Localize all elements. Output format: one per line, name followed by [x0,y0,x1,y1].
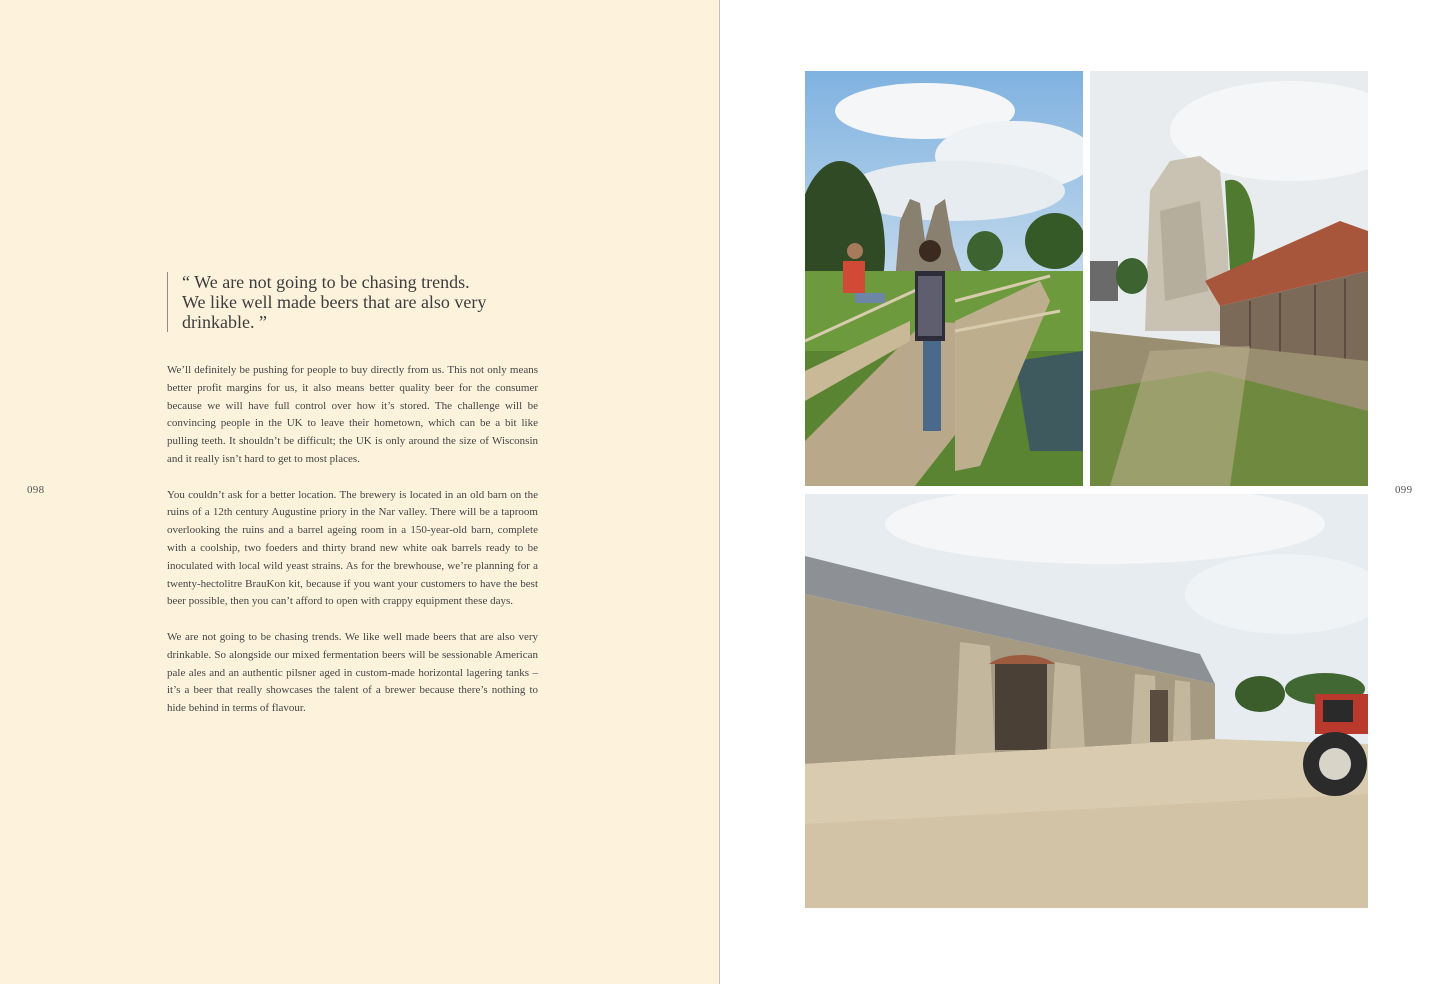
article-body [167,362,538,736]
pull-quote-line: drinkable. ” [182,312,267,332]
photo-footbridge [805,71,1083,486]
pull-quote-line: We like well made beers that are also very [182,292,487,312]
right-page [720,0,1440,984]
page-number: 098 [27,484,45,496]
pull-quote-line: “ We are not going to be chasing trends. [182,272,470,292]
photo-stone-barn [805,494,1368,908]
paragraph: We’ll definitely be pushing for people to buy directly from us. This not only means better profit margins for us, it also means better quality beer for the consumer because we will have full control over how it’s stored. The challenge will be convincing people in the UK to leave their hometown, which can be a bit like pulling teeth. It shouldn’t be difficult; the UK is only around the size of Wisconsin and it really isn’t hard to get to most places. [167,364,538,465]
page-number: 099 [1395,484,1413,496]
photo-ruined-tower [1090,71,1368,486]
paragraph: You couldn’t ask for a better location. The brewery is located in an old barn on the ruins of a 12th century Augustine priory in the Nar valley. There will be a taproom overlooking the ruins and a barrel ageing room in a 150-year-old barn, complete with a coolship, two foeders and thirty brand new white oak barrels ready to be inoculated with local wild yeast strains. As for the brewhouse, we’re planning for a twenty-hectolitre BrauKon kit, because if you want your customers to have the best beer possible, then you can’t afford to open with crappy equipment these days. [167,488,538,608]
pull-quote [167,272,542,332]
left-page [0,0,719,984]
paragraph: We are not going to be chasing trends. We like well made beers that are also very drinkable. So alongside our mixed fermentation beers will be sessionable American pale ales and an authentic pilsner aged in custom-made horizontal lagering tanks – it’s a beer that really showcases the talent of a brewer because there’s nothing to hide behind in terms of flavour. [167,630,538,715]
